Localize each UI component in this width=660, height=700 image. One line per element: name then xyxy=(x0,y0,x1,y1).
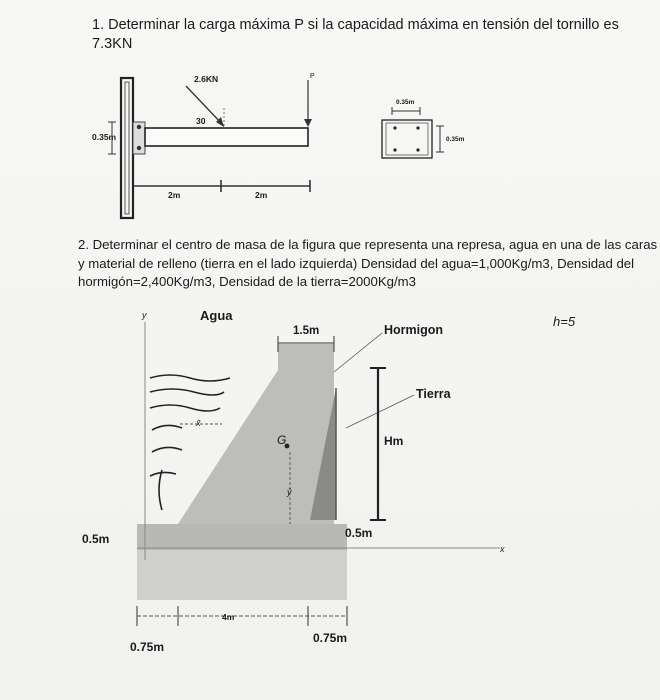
earth-leader xyxy=(346,395,414,428)
concrete-leader xyxy=(334,333,382,372)
top-width-label: 1.5m xyxy=(293,325,320,337)
water-wave-4 xyxy=(152,425,182,430)
centroid-label: G xyxy=(277,433,287,447)
water-wave-1 xyxy=(150,375,230,381)
base-right-label: 0.5m xyxy=(345,526,373,540)
water-wave-6 xyxy=(150,472,176,476)
question-2-text: 2. Determinar el centro de masa de la figura que representa una represa, agua en una de las caras y material de relleno (tierra en el lado izquierda) Densidad del agua=1,000Kg/m3, Densidad del hormigón=2,400Kg/m3, Densidad de la tierra=2000Kg/m3 xyxy=(78,237,658,289)
water-wave-7 xyxy=(159,470,162,510)
p-label: P xyxy=(310,73,315,80)
x-axis-label: x xyxy=(500,544,505,554)
y-axis-label: y xyxy=(142,310,147,320)
dam-left-slope xyxy=(178,370,278,524)
ybar-label: ȳ xyxy=(287,487,292,497)
xbar-label: x̄ xyxy=(196,418,201,428)
water-wave-3 xyxy=(150,405,220,411)
bolt-height-label: 0.35m xyxy=(446,136,465,143)
left-offset-label: 0.75m xyxy=(130,640,165,654)
concrete-label: Hormigon xyxy=(384,323,444,337)
height-label: Hm xyxy=(384,434,404,448)
right-offset-label: 0.75m xyxy=(313,631,348,645)
earth-label: Tierra xyxy=(416,387,451,401)
bolt-width-label: 0.35m xyxy=(396,99,415,106)
handwritten-note: h=5 xyxy=(553,314,576,329)
base-left-label: 0.5m xyxy=(82,532,110,546)
span-right-label: 2m xyxy=(255,190,268,200)
base-width-label: 4m xyxy=(222,612,235,622)
plate-height-label: 0.35m xyxy=(92,132,117,142)
question-1-text: 1. Determinar la carga máxima P si la capacidad máxima en tensión del tornillo es 7.3KN xyxy=(92,17,619,52)
base-slab xyxy=(137,524,347,550)
water-wave-2 xyxy=(150,389,224,395)
water-wave-5 xyxy=(152,447,182,452)
water-label: Agua xyxy=(200,308,233,323)
load-label: 2.6KN xyxy=(194,74,219,84)
span-left-label: 2m xyxy=(168,190,181,200)
angle-label: 30 xyxy=(196,116,206,126)
